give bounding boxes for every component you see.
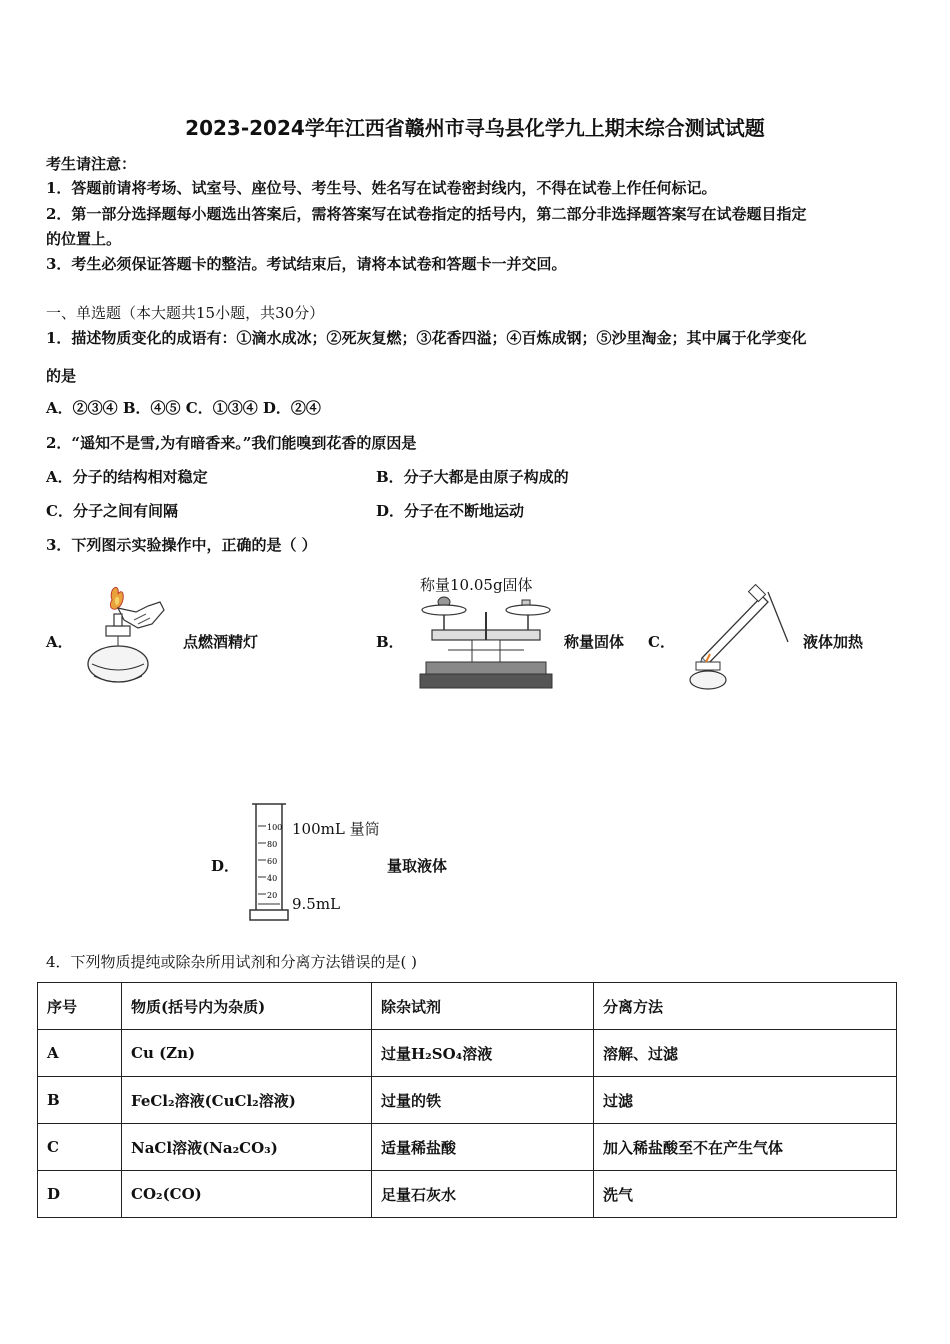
- notice-item-2-cont: 的位置上。: [46, 230, 122, 248]
- table-cell: 过量的铁: [372, 1077, 594, 1124]
- q3-b-letter: B．: [376, 633, 404, 651]
- q4-table: [37, 982, 897, 1218]
- q3-d-caption-top: 100mL 量筒: [292, 820, 380, 838]
- q3-b-text: 称量固体: [564, 633, 625, 651]
- table-row: [38, 1171, 897, 1218]
- q2-stem: 2．“遥知不是雪,为有暗香来。”我们能嗅到花香的原因是: [46, 434, 417, 452]
- notice-item-1: 1．答题前请将考场、试室号、座位号、考生号、姓名写在试卷密封线内，不得在试卷上作任何标记。: [46, 179, 717, 197]
- cylinder-tick-label: 60: [267, 857, 278, 866]
- table-cell: A: [38, 1030, 122, 1077]
- table-cell: 足量石灰水: [372, 1171, 594, 1218]
- alcohol-lamp-lighting-illustration: [78, 580, 178, 692]
- graduated-cylinder-illustration: [244, 800, 294, 924]
- cylinder-tick-label: 40: [267, 874, 278, 883]
- cylinder-tick-label: 100: [267, 823, 283, 832]
- q1-stem-cont: 的是: [46, 367, 77, 385]
- cylinder-tick-label: 80: [267, 840, 278, 849]
- q2-option-a: A．分子的结构相对稳定: [46, 468, 208, 486]
- table-header-cell: 分离方法: [594, 983, 897, 1030]
- table-header-cell: 除杂试剂: [372, 983, 594, 1030]
- table-cell: 洗气: [594, 1171, 897, 1218]
- table-cell: 加入稀盐酸至不在产生气体: [594, 1124, 897, 1171]
- q3-c-text: 液体加热: [803, 633, 864, 651]
- q3-stem: 3．下列图示实验操作中，正确的是（ ）: [46, 536, 317, 554]
- table-row: [38, 1030, 897, 1077]
- table-cell: 适量稀盐酸: [372, 1124, 594, 1171]
- q3-b-caption: 称量10.05g固体: [420, 576, 533, 594]
- q3-a-text: 点燃酒精灯: [183, 633, 259, 651]
- table-cell: NaCl溶液(Na₂CO₃): [122, 1124, 372, 1171]
- q3-d-letter: D．: [211, 857, 240, 875]
- balance-scale-illustration: [418, 592, 554, 692]
- cylinder-tick-label: 20: [267, 891, 278, 900]
- section-heading: 一、单选题（本大题共15小题，共30分）: [46, 304, 325, 322]
- q3-d-caption-bottom: 9.5mL: [292, 895, 341, 913]
- table-row: [38, 1077, 897, 1124]
- notice-item-3: 3．考生必须保证答题卡的整洁。考试结束后，请将本试卷和答题卡一并交回。: [46, 255, 567, 273]
- table-cell: FeCl₂溶液(CuCl₂溶液): [122, 1077, 372, 1124]
- table-header-row: [38, 983, 897, 1030]
- table-cell: Cu (Zn): [122, 1030, 372, 1077]
- q1-options: A．②③④ B．④⑤ C．①③④ D．②④: [46, 399, 321, 417]
- table-cell: 过滤: [594, 1077, 897, 1124]
- liquid-heating-illustration: [684, 584, 794, 692]
- notice-item-2: 2．第一部分选择题每小题选出答案后，需将答案写在试卷指定的括号内，第二部分非选择题答案写在试卷题目指定: [46, 205, 807, 223]
- table-header-cell: 序号: [38, 983, 122, 1030]
- q2-option-c: C．分子之间有间隔: [46, 502, 178, 520]
- table-cell: 过量H₂SO₄溶液: [372, 1030, 594, 1077]
- table-cell: CO₂(CO): [122, 1171, 372, 1218]
- table-header-cell: 物质(括号内为杂质): [122, 983, 372, 1030]
- table-cell: 溶解、过滤: [594, 1030, 897, 1077]
- q2-option-b: B．分子大都是由原子构成的: [376, 468, 569, 486]
- q2-option-d: D．分子在不断地运动: [376, 502, 525, 520]
- q4-stem: 4．下列物质提纯或除杂所用试剂和分离方法错误的是( ): [46, 953, 418, 971]
- table-cell: D: [38, 1171, 122, 1218]
- q3-a-letter: A．: [46, 633, 73, 651]
- page-title: 2023-2024学年江西省赣州市寻乌县化学九上期末综合测试试题: [185, 116, 765, 140]
- q3-d-text: 量取液体: [387, 857, 448, 875]
- q3-c-letter: C．: [648, 633, 675, 651]
- notice-heading: 考生请注意：: [46, 155, 137, 173]
- table-cell: C: [38, 1124, 122, 1171]
- q1-stem: 1．描述物质变化的成语有：①滴水成冰；②死灰复燃；③花香四溢；④百炼成钢；⑤沙里淘金；其中属于化学变化: [46, 329, 807, 347]
- table-cell: B: [38, 1077, 122, 1124]
- table-row: [38, 1124, 897, 1171]
